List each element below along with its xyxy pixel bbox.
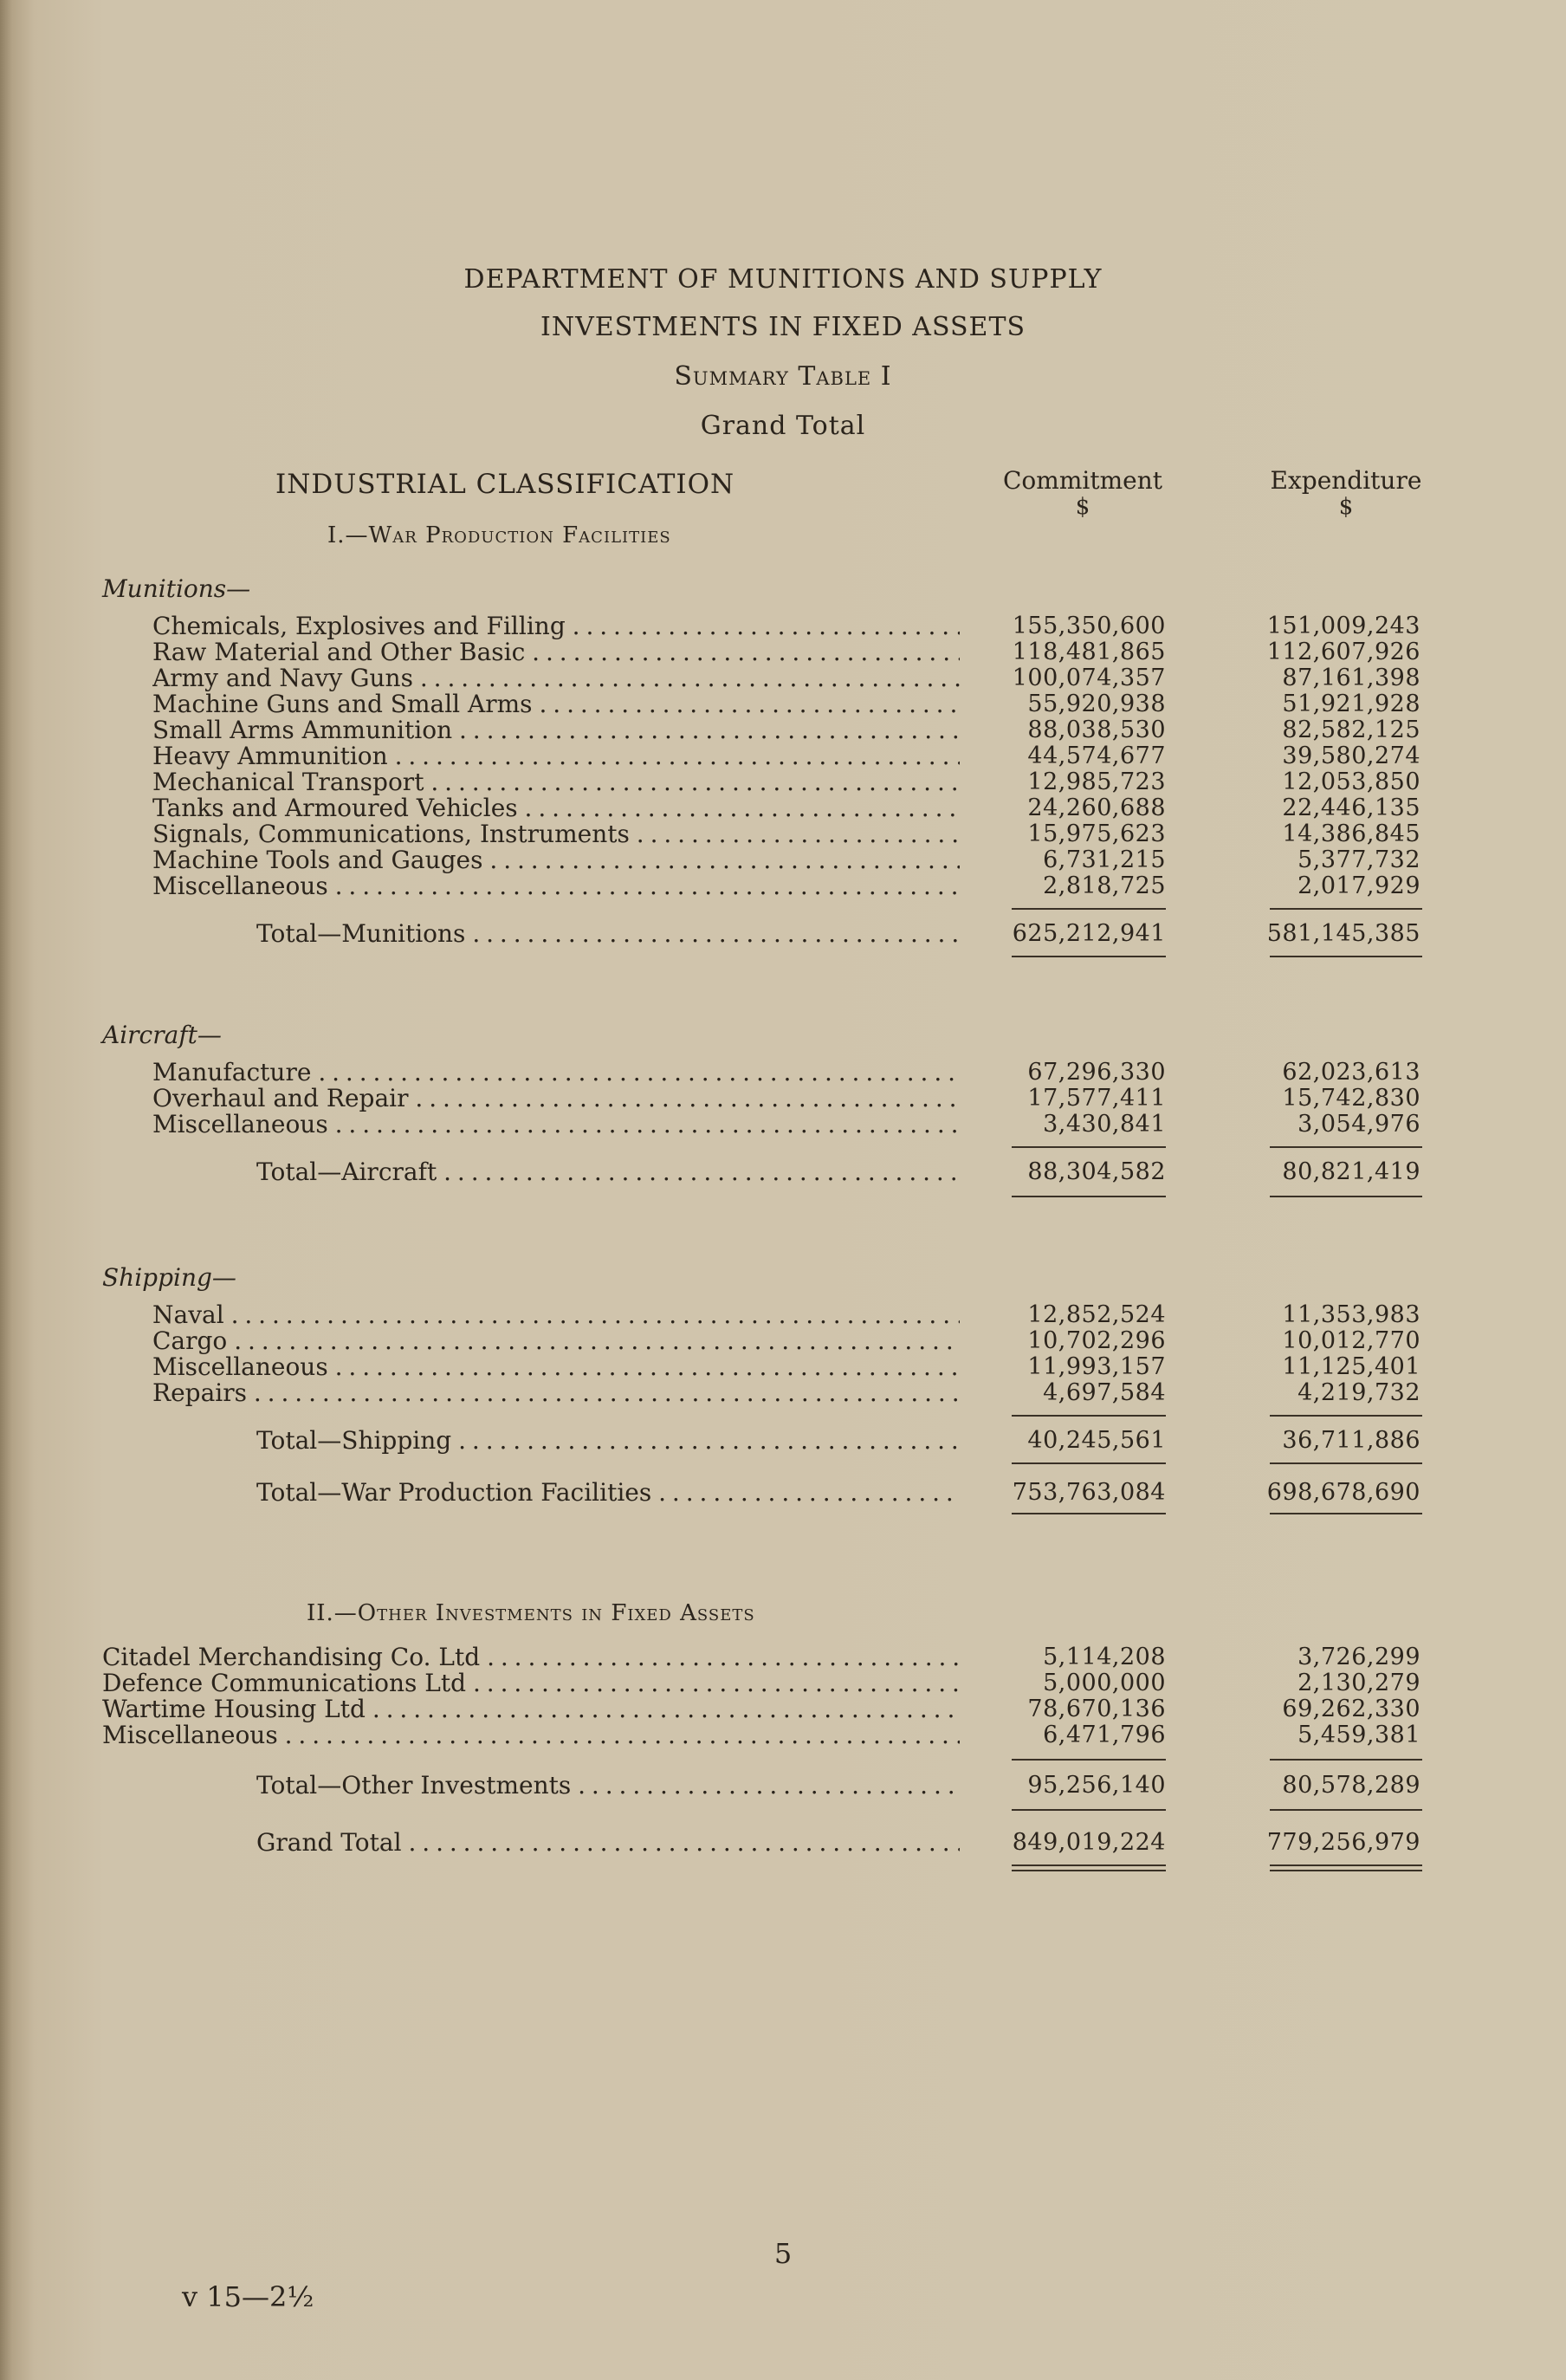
row-label: Miscellaneous . . . [152,873,960,899]
row-label: Miscellaneous . . . [152,1354,960,1380]
expenditure-value: 151,009,243 [1266,613,1420,639]
expenditure-value: 51,921,928 [1282,691,1420,717]
expenditure-value: 3,054,976 [1297,1111,1420,1138]
subtotal-rule [1270,1759,1422,1761]
expenditure-value: 14,386,845 [1282,820,1420,847]
double-rule [1270,1870,1422,1871]
expenditure-value: 12,053,850 [1282,768,1420,795]
commitment-value: 11,993,157 [1027,1353,1166,1380]
row-label: Miscellaneous . . . [152,1112,960,1138]
expenditure-value: 69,262,330 [1282,1696,1420,1722]
table-row [0,847,1566,873]
commitment-value: 55,920,938 [1027,691,1166,717]
expenditure-value: 5,459,381 [1297,1722,1420,1748]
department-title: DEPARTMENT OF MUNITIONS AND SUPPLY [463,264,1103,295]
total-label: Total—Other Investments . . . [256,1773,960,1799]
subtotal-rule [1012,908,1166,910]
row-label: Miscellaneous . . . [102,1722,960,1748]
table-row [0,769,1566,795]
section-1-title: I.—War Production Facilities [327,522,671,548]
commitment-value: 4,697,584 [1043,1379,1166,1406]
commitment-value: 10,702,296 [1027,1327,1166,1354]
grand-total-label: Grand Total . . . [256,1830,960,1856]
double-rule [1012,1870,1166,1871]
commitment-value: 118,481,865 [1012,639,1166,665]
commitment-value: 24,260,688 [1027,794,1166,821]
commitment-value: 6,471,796 [1043,1722,1166,1748]
table-row [0,1670,1566,1696]
commitment-heading [970,466,1195,519]
subtotal-rule [1012,1759,1166,1761]
table-row [0,1328,1566,1354]
table-title: Summary Table I [674,361,892,392]
row-label: Mechanical Transport . . . [152,769,960,795]
total-rule [1270,1513,1422,1514]
table-subtitle: Grand Total [700,411,866,441]
table-row [0,1644,1566,1670]
total-row [0,1480,1566,1506]
classification-heading: INDUSTRIAL CLASSIFICATION [275,469,735,500]
row-label: Repairs . . . [152,1380,960,1406]
table-row [0,1722,1566,1748]
row-label: Naval . . . [152,1302,960,1328]
total-row [0,921,1566,947]
report-title: INVESTMENTS IN FIXED ASSETS [540,312,1026,342]
expenditure-total: 80,821,419 [1282,1158,1420,1185]
expenditure-value: 11,353,983 [1282,1301,1420,1328]
row-label: Raw Material and Other Basic . . . [152,639,960,665]
table-row [0,1696,1566,1722]
commitment-total: 625,212,941 [1012,920,1166,947]
expenditure-total: 581,145,385 [1266,920,1420,947]
row-label: Wartime Housing Ltd . . . [102,1696,960,1722]
table-row [0,665,1566,691]
total-row [0,1428,1566,1454]
row-label: Cargo . . . [152,1328,960,1354]
shipping-heading: Shipping— [102,1263,236,1292]
total-rule [1012,1196,1166,1197]
double-rule [1012,1864,1166,1866]
munitions-heading: Munitions— [102,574,251,603]
table-row [0,795,1566,821]
expenditure-label: Expenditure [1270,466,1422,495]
row-label: Machine Tools and Gauges . . . [152,847,960,873]
subtotal-rule [1012,1415,1166,1417]
total-label: Total—Munitions . . . [256,921,960,947]
double-rule [1270,1864,1422,1866]
commitment-value: 12,852,524 [1027,1301,1166,1328]
subtotal-rule [1270,1146,1422,1148]
commitment-value: 44,574,677 [1027,743,1166,769]
commitment-total: 753,763,084 [1012,1479,1166,1506]
total-rule [1270,1809,1422,1811]
commitment-value: 88,038,530 [1027,717,1166,743]
commitment-value: 5,114,208 [1043,1644,1166,1670]
expenditure-value: 5,377,732 [1297,846,1420,873]
expenditure-value: 10,012,770 [1282,1327,1420,1354]
expenditure-total: 698,678,690 [1266,1479,1420,1506]
commitment-currency: $ [1075,494,1090,520]
total-rule [1270,1462,1422,1464]
total-row [0,1159,1566,1185]
expenditure-value: 2,017,929 [1297,872,1420,899]
table-row [0,613,1566,639]
total-row [0,1773,1566,1799]
row-label: Signals, Communications, Instruments . . . [152,821,960,847]
row-label: Manufacture . . . [152,1060,960,1086]
commitment-value: 5,000,000 [1043,1670,1166,1696]
table-row [0,1380,1566,1406]
total-label: Total—Shipping . . . [256,1428,960,1454]
commitment-total: 95,256,140 [1027,1772,1166,1799]
aircraft-heading: Aircraft— [102,1021,222,1049]
expenditure-value: 82,582,125 [1282,717,1420,743]
total-rule [1012,1513,1166,1514]
commitment-value: 100,074,357 [1012,665,1166,691]
row-label: Overhaul and Repair . . . [152,1086,960,1112]
total-rule [1012,1462,1166,1464]
commitment-value: 17,577,411 [1027,1085,1166,1112]
expenditure-value: 15,742,830 [1282,1085,1420,1112]
row-label: Tanks and Armoured Vehicles . . . [152,795,960,821]
commitment-value: 78,670,136 [1027,1696,1166,1722]
page-number: 5 [773,2237,793,2270]
expenditure-grand-total: 779,256,979 [1266,1829,1420,1856]
expenditure-value: 11,125,401 [1282,1353,1420,1380]
table-row [0,717,1566,743]
section-2-title: II.—Other Investments in Fixed Assets [307,1600,755,1626]
commitment-value: 15,975,623 [1027,820,1166,847]
commitment-total: 40,245,561 [1027,1427,1166,1454]
expenditure-total: 36,711,886 [1282,1427,1420,1454]
commitment-grand-total: 849,019,224 [1012,1829,1166,1856]
expenditure-value: 87,161,398 [1282,665,1420,691]
total-rule [1270,1196,1422,1197]
table-row [0,691,1566,717]
table-row [0,639,1566,665]
table-row [0,1060,1566,1086]
commitment-value: 67,296,330 [1027,1059,1166,1086]
row-label: Heavy Ammunition . . . [152,743,960,769]
expenditure-value: 22,446,135 [1282,794,1420,821]
row-label: Army and Navy Guns . . . [152,665,960,691]
table-row [0,1112,1566,1138]
commitment-value: 2,818,725 [1043,872,1166,899]
subtotal-rule [1270,908,1422,910]
expenditure-value: 39,580,274 [1282,743,1420,769]
table-row [0,1354,1566,1380]
total-label: Total—War Production Facilities . . . [256,1480,960,1506]
row-label: Chemicals, Explosives and Filling . . . [152,613,960,639]
expenditure-total: 80,578,289 [1282,1772,1420,1799]
commitment-label: Commitment [1003,466,1162,495]
expenditure-value: 3,726,299 [1297,1644,1420,1670]
table-row [0,1302,1566,1328]
subtotal-rule [1012,1146,1166,1148]
table-row [0,743,1566,769]
expenditure-value: 112,607,926 [1266,639,1420,665]
total-label: Total—Aircraft . . . [256,1159,960,1185]
table-row [0,873,1566,899]
total-rule [1270,956,1422,957]
commitment-total: 88,304,582 [1027,1158,1166,1185]
row-label: Defence Communications Ltd . . . [102,1670,960,1696]
commitment-value: 3,430,841 [1043,1111,1166,1138]
row-label: Machine Guns and Small Arms . . . [152,691,960,717]
commitment-value: 6,731,215 [1043,846,1166,873]
expenditure-currency: $ [1338,494,1354,520]
row-label: Small Arms Ammunition . . . [152,717,960,743]
total-rule [1012,1809,1166,1811]
commitment-value: 155,350,600 [1012,613,1166,639]
expenditure-value: 4,219,732 [1297,1379,1420,1406]
table-row [0,1086,1566,1112]
expenditure-value: 2,130,279 [1297,1670,1420,1696]
commitment-value: 12,985,723 [1027,768,1166,795]
total-rule [1012,956,1166,957]
subtotal-rule [1270,1415,1422,1417]
printer-signature: v 15—2½ [182,2280,314,2313]
grand-total-row [0,1830,1566,1856]
expenditure-value: 62,023,613 [1282,1059,1420,1086]
expenditure-heading [1233,466,1459,519]
table-row [0,821,1566,847]
row-label: Citadel Merchandising Co. Ltd . . . [102,1644,960,1670]
